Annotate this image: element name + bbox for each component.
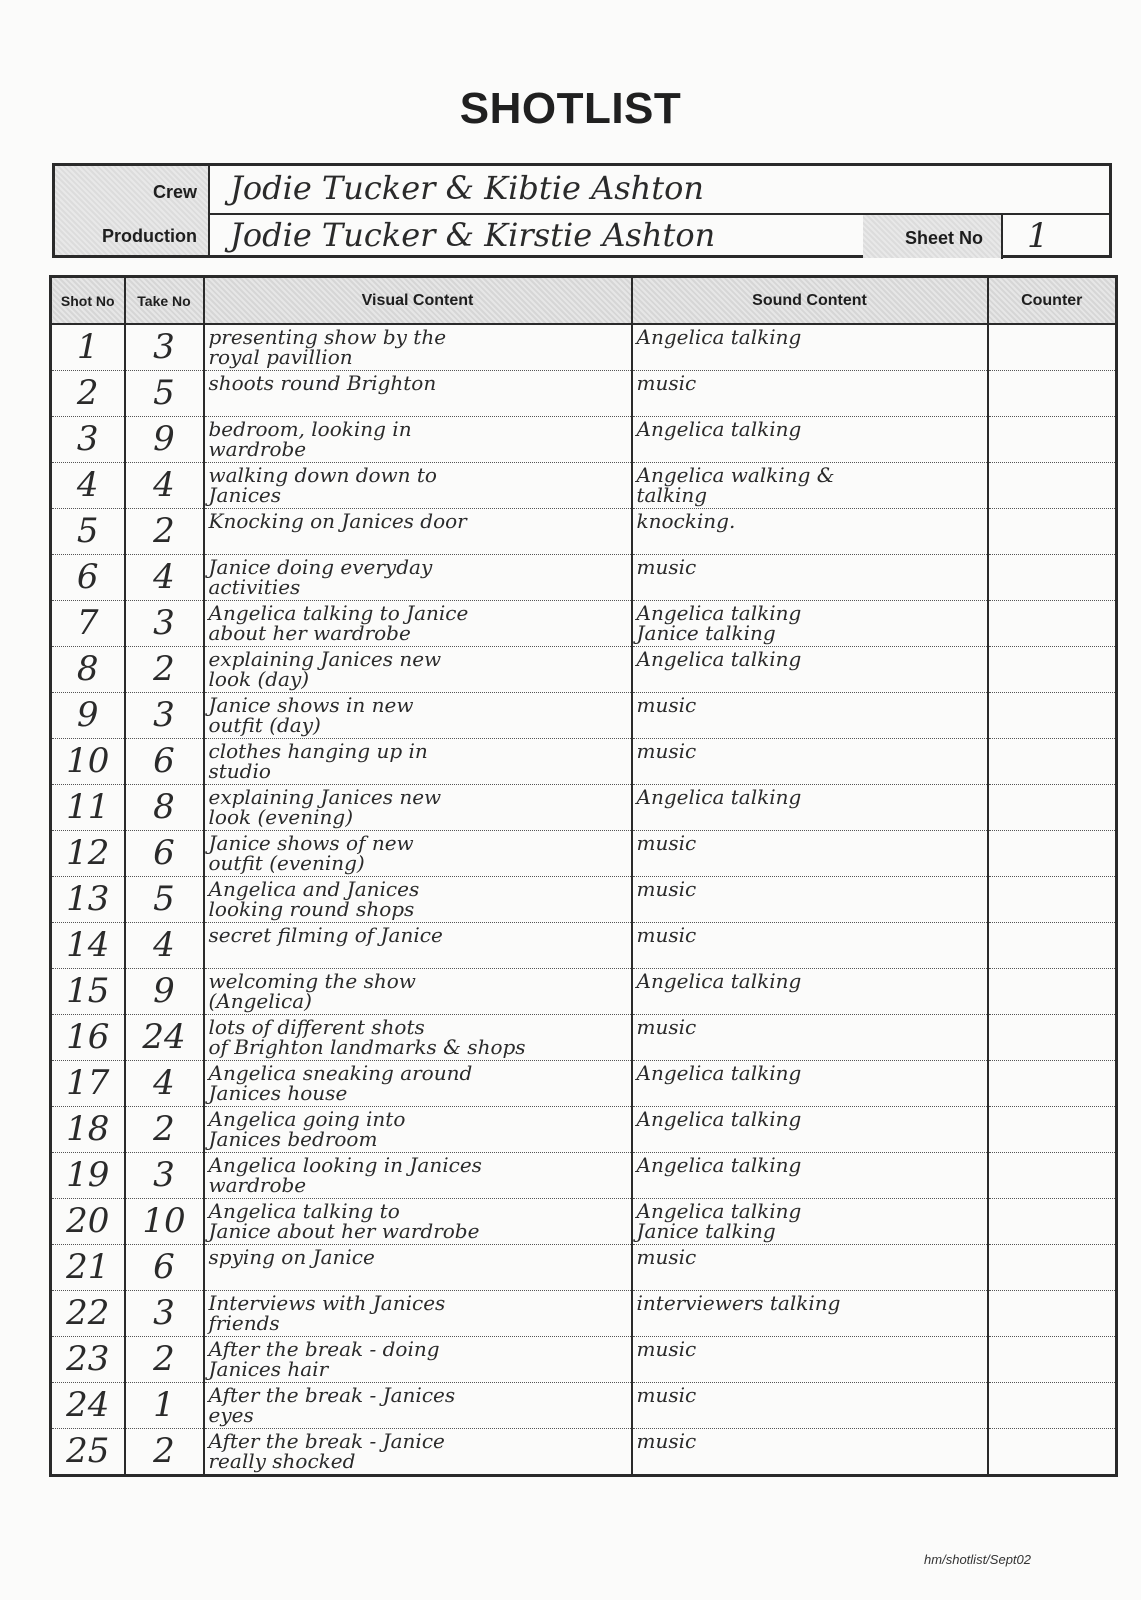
take-no-cell: 2 [125, 1429, 204, 1476]
sound-content-cell [632, 831, 988, 877]
visual-content-cell [204, 1061, 632, 1107]
sound-line-1: music [636, 831, 697, 855]
visual-line-1: explaining Janices new [208, 647, 442, 671]
visual-content-cell [204, 1015, 632, 1061]
visual-line-1: welcoming the show [208, 969, 416, 993]
shot-no-cell: 6 [51, 555, 125, 601]
divider [1001, 215, 1003, 259]
visual-content-cell [204, 1429, 632, 1476]
visual-content-cell [204, 555, 632, 601]
take-no-header: Take No [125, 277, 204, 325]
table-row [51, 324, 1117, 371]
visual-line-2: look (day) [208, 667, 310, 691]
production-value: Jodie Tucker & Kirstie Ashton [230, 216, 716, 254]
take-no-cell: 24 [125, 1015, 204, 1061]
take-no-cell: 4 [125, 923, 204, 969]
sound-line-1: Angelica talking [636, 969, 802, 993]
shot-no-header: Shot No [51, 277, 125, 325]
visual-line-2: look (evening) [208, 805, 353, 829]
visual-line-2: about her wardrobe [208, 621, 411, 645]
sound-content-cell [632, 1061, 988, 1107]
sound-line-1: Angelica talking [636, 417, 802, 441]
sound-line-1: music [636, 1429, 697, 1453]
visual-content-cell [204, 693, 632, 739]
counter-cell [988, 739, 1117, 785]
shot-no-cell: 21 [51, 1245, 125, 1291]
counter-cell [988, 1429, 1117, 1476]
counter-cell [988, 831, 1117, 877]
counter-cell [988, 969, 1117, 1015]
counter-cell [988, 324, 1117, 371]
sound-line-1: Angelica talking [636, 1199, 802, 1223]
page-title: SHOTLIST [459, 84, 682, 133]
sound-content-cell [632, 693, 988, 739]
visual-content-cell [204, 1245, 632, 1291]
counter-cell [988, 647, 1117, 693]
crew-label: Crew [152, 182, 197, 202]
sound-line-1: Angelica talking [636, 1107, 802, 1131]
take-no-cell: 2 [125, 647, 204, 693]
visual-line-1: clothes hanging up in [208, 739, 428, 763]
visual-line-1: Angelica talking to Janice [208, 601, 469, 625]
counter-cell [988, 1291, 1117, 1337]
visual-content-cell [204, 739, 632, 785]
sound-line-2: Janice talking [636, 621, 776, 645]
take-no-cell: 9 [125, 417, 204, 463]
shot-no-cell: 3 [51, 417, 125, 463]
shot-no-cell: 11 [51, 785, 125, 831]
visual-line-1: explaining Janices new [208, 785, 442, 809]
table-header-row [51, 277, 1117, 325]
visual-content-cell [204, 463, 632, 509]
sound-line-2: Janice talking [636, 1219, 776, 1243]
visual-line-2: wardrobe [208, 437, 307, 461]
visual-line-1: shoots round Brighton [208, 371, 437, 395]
sound-line-1: Angelica talking [636, 1061, 802, 1085]
table-row [51, 739, 1117, 785]
sound-line-1: knocking. [636, 509, 736, 533]
shot-no-cell: 12 [51, 831, 125, 877]
table-row [51, 1015, 1117, 1061]
visual-line-2: looking round shops [208, 897, 415, 921]
visual-line-2: Janices house [208, 1081, 348, 1105]
visual-line-1: Angelica going into [208, 1107, 406, 1131]
counter-cell [988, 371, 1117, 417]
sound-line-1: music [636, 1383, 697, 1407]
sound-line-1: Angelica talking [636, 325, 802, 349]
counter-cell [988, 463, 1117, 509]
take-no-cell: 4 [125, 555, 204, 601]
visual-content-cell [204, 1153, 632, 1199]
visual-content-cell [204, 1107, 632, 1153]
table-row [51, 371, 1117, 417]
shot-no-cell: 14 [51, 923, 125, 969]
visual-line-1: Angelica and Janices [208, 877, 420, 901]
visual-content-cell [204, 417, 632, 463]
visual-line-2: outfit (day) [208, 713, 321, 737]
sound-content-cell [632, 1199, 988, 1245]
sound-line-1: music [636, 923, 697, 947]
sound-line-1: music [636, 693, 697, 717]
counter-cell [988, 877, 1117, 923]
shot-no-cell: 5 [51, 509, 125, 555]
take-no-cell: 4 [125, 463, 204, 509]
production-label: Production [102, 226, 197, 246]
sound-content-cell [632, 1429, 988, 1476]
visual-content-cell [204, 969, 632, 1015]
shot-no-cell: 2 [51, 371, 125, 417]
table-row [51, 647, 1117, 693]
sound-line-1: music [636, 555, 697, 579]
crew-value: Jodie Tucker & Kibtie Ashton [230, 169, 704, 207]
sound-content-cell [632, 1107, 988, 1153]
shot-no-cell: 17 [51, 1061, 125, 1107]
sound-line-1: music [636, 739, 697, 763]
sound-content-cell [632, 647, 988, 693]
shot-no-cell: 18 [51, 1107, 125, 1153]
sound-line-1: Angelica walking & [636, 463, 835, 487]
take-no-cell: 2 [125, 509, 204, 555]
table-row [51, 785, 1117, 831]
table-row [51, 417, 1117, 463]
visual-line-1: spying on Janice [208, 1245, 375, 1269]
shot-no-cell: 25 [51, 1429, 125, 1476]
sound-line-1: interviewers talking [636, 1291, 841, 1315]
crew-production-box [52, 163, 1112, 258]
counter-cell [988, 693, 1117, 739]
table-row [51, 877, 1117, 923]
sound-content-cell [632, 877, 988, 923]
take-no-cell: 3 [125, 601, 204, 647]
take-no-cell: 6 [125, 1245, 204, 1291]
sound-line-1: music [636, 1245, 697, 1269]
sound-content-cell [632, 1383, 988, 1429]
visual-line-1: Angelica talking to [208, 1199, 400, 1223]
visual-content-header: Visual Content [204, 277, 632, 325]
shot-no-cell: 19 [51, 1153, 125, 1199]
visual-line-2: Janices hair [208, 1357, 329, 1381]
take-no-cell: 1 [125, 1383, 204, 1429]
take-no-cell: 5 [125, 877, 204, 923]
sound-content-cell [632, 923, 988, 969]
table-row [51, 1383, 1117, 1429]
counter-cell [988, 601, 1117, 647]
visual-line-2: eyes [208, 1403, 254, 1427]
visual-line-2: of Brighton landmarks & shops [208, 1035, 526, 1059]
table-row [51, 923, 1117, 969]
visual-content-cell [204, 1337, 632, 1383]
shot-no-cell: 7 [51, 601, 125, 647]
take-no-cell: 3 [125, 693, 204, 739]
table-row [51, 1199, 1117, 1245]
visual-content-cell [204, 601, 632, 647]
visual-line-1: presenting show by the [208, 325, 447, 349]
visual-content-cell [204, 831, 632, 877]
visual-line-2: outfit (evening) [208, 851, 365, 875]
counter-header: Counter [988, 277, 1117, 325]
take-no-cell: 8 [125, 785, 204, 831]
shot-no-cell: 23 [51, 1337, 125, 1383]
visual-line-2: Janices bedroom [208, 1127, 378, 1151]
sound-line-1: music [636, 877, 697, 901]
shot-no-cell: 16 [51, 1015, 125, 1061]
sound-content-cell [632, 324, 988, 371]
table-row [51, 1153, 1117, 1199]
shot-no-cell: 4 [51, 463, 125, 509]
sound-content-cell [632, 509, 988, 555]
visual-content-cell [204, 877, 632, 923]
shot-no-cell: 20 [51, 1199, 125, 1245]
take-no-cell: 3 [125, 1291, 204, 1337]
visual-content-cell [204, 324, 632, 371]
take-no-cell: 6 [125, 831, 204, 877]
visual-content-cell [204, 509, 632, 555]
table-row [51, 1291, 1117, 1337]
divider [208, 166, 210, 255]
visual-content-cell [204, 1291, 632, 1337]
visual-line-1: After the break - Janice [208, 1429, 445, 1453]
shot-no-cell: 8 [51, 647, 125, 693]
visual-line-1: Janice doing everyday [208, 555, 433, 579]
visual-line-1: Angelica sneaking around [208, 1061, 473, 1085]
take-no-cell: 10 [125, 1199, 204, 1245]
table-row [51, 601, 1117, 647]
sound-content-header: Sound Content [632, 277, 988, 325]
shot-no-cell: 22 [51, 1291, 125, 1337]
visual-content-cell [204, 1199, 632, 1245]
table-row [51, 969, 1117, 1015]
counter-cell [988, 417, 1117, 463]
sound-content-cell [632, 969, 988, 1015]
sound-line-1: music [636, 1337, 697, 1361]
counter-cell [988, 1245, 1117, 1291]
visual-line-1: Interviews with Janices [208, 1291, 446, 1315]
visual-line-2: really shocked [208, 1449, 356, 1473]
counter-cell [988, 1107, 1117, 1153]
table-row [51, 1337, 1117, 1383]
counter-cell [988, 555, 1117, 601]
counter-cell [988, 1383, 1117, 1429]
table-row [51, 1429, 1117, 1476]
counter-cell [988, 1061, 1117, 1107]
table-row [51, 509, 1117, 555]
take-no-cell: 3 [125, 1153, 204, 1199]
sound-content-cell [632, 1245, 988, 1291]
take-no-cell: 6 [125, 739, 204, 785]
visual-line-1: bedroom, looking in [208, 417, 412, 441]
visual-line-1: secret filming of Janice [208, 923, 443, 947]
visual-line-1: Janice shows in new [208, 693, 414, 717]
sound-content-cell [632, 739, 988, 785]
visual-line-1: Angelica looking in Janices [208, 1153, 482, 1177]
sound-content-cell [632, 1015, 988, 1061]
counter-cell [988, 1199, 1117, 1245]
shot-no-cell: 13 [51, 877, 125, 923]
take-no-cell: 5 [125, 371, 204, 417]
sound-content-cell [632, 417, 988, 463]
visual-line-2: studio [208, 759, 271, 783]
visual-line-2: (Angelica) [208, 989, 312, 1013]
take-no-cell: 2 [125, 1337, 204, 1383]
shot-no-cell: 9 [51, 693, 125, 739]
visual-line-2: royal pavillion [208, 345, 353, 369]
take-no-cell: 4 [125, 1061, 204, 1107]
sound-line-1: Angelica talking [636, 601, 802, 625]
visual-content-cell [204, 785, 632, 831]
sheet-no-label: Sheet No [905, 228, 984, 248]
visual-line-2: Janice about her wardrobe [208, 1219, 480, 1243]
footer-code: hm/shotlist/Sept02 [924, 1552, 1031, 1567]
sound-line-1: Angelica talking [636, 785, 802, 809]
sound-content-cell [632, 1337, 988, 1383]
shot-no-cell: 15 [51, 969, 125, 1015]
sound-content-cell [632, 1291, 988, 1337]
sound-content-cell [632, 785, 988, 831]
visual-line-1: walking down down to [208, 463, 437, 487]
sound-content-cell [632, 371, 988, 417]
shot-no-cell: 10 [51, 739, 125, 785]
sound-content-cell [632, 555, 988, 601]
sound-content-cell [632, 1153, 988, 1199]
visual-content-cell [204, 647, 632, 693]
visual-line-1: Knocking on Janices door [208, 509, 467, 533]
table-row [51, 1245, 1117, 1291]
sound-content-cell [632, 601, 988, 647]
counter-cell [988, 509, 1117, 555]
visual-content-cell [204, 371, 632, 417]
take-no-cell: 2 [125, 1107, 204, 1153]
visual-line-2: activities [208, 575, 301, 599]
sound-line-1: Angelica talking [636, 1153, 802, 1177]
counter-cell [988, 785, 1117, 831]
visual-line-2: Janices [208, 483, 282, 507]
visual-content-cell [204, 923, 632, 969]
sound-line-1: Angelica talking [636, 647, 802, 671]
visual-line-1: lots of different shots [208, 1015, 425, 1039]
sheet-no-value: 1 [1027, 216, 1049, 256]
counter-cell [988, 923, 1117, 969]
table-row [51, 463, 1117, 509]
shot-no-cell: 24 [51, 1383, 125, 1429]
visual-line-2: wardrobe [208, 1173, 307, 1197]
shot-table [49, 275, 1118, 1477]
visual-line-1: After the break - Janices [208, 1383, 456, 1407]
sound-content-cell [632, 463, 988, 509]
visual-line-2: friends [208, 1311, 280, 1335]
visual-line-1: Janice shows of new [208, 831, 414, 855]
sound-line-2: talking [636, 483, 708, 507]
counter-cell [988, 1337, 1117, 1383]
table-row [51, 831, 1117, 877]
sound-line-1: music [636, 1015, 697, 1039]
shot-no-cell: 1 [51, 324, 125, 371]
table-row [51, 693, 1117, 739]
take-no-cell: 9 [125, 969, 204, 1015]
table-row [51, 1061, 1117, 1107]
counter-cell [988, 1153, 1117, 1199]
counter-cell [988, 1015, 1117, 1061]
sound-line-1: music [636, 371, 697, 395]
visual-content-cell [204, 1383, 632, 1429]
take-no-cell: 3 [125, 324, 204, 371]
table-row [51, 1107, 1117, 1153]
table-row [51, 555, 1117, 601]
visual-line-1: After the break - doing [208, 1337, 440, 1361]
